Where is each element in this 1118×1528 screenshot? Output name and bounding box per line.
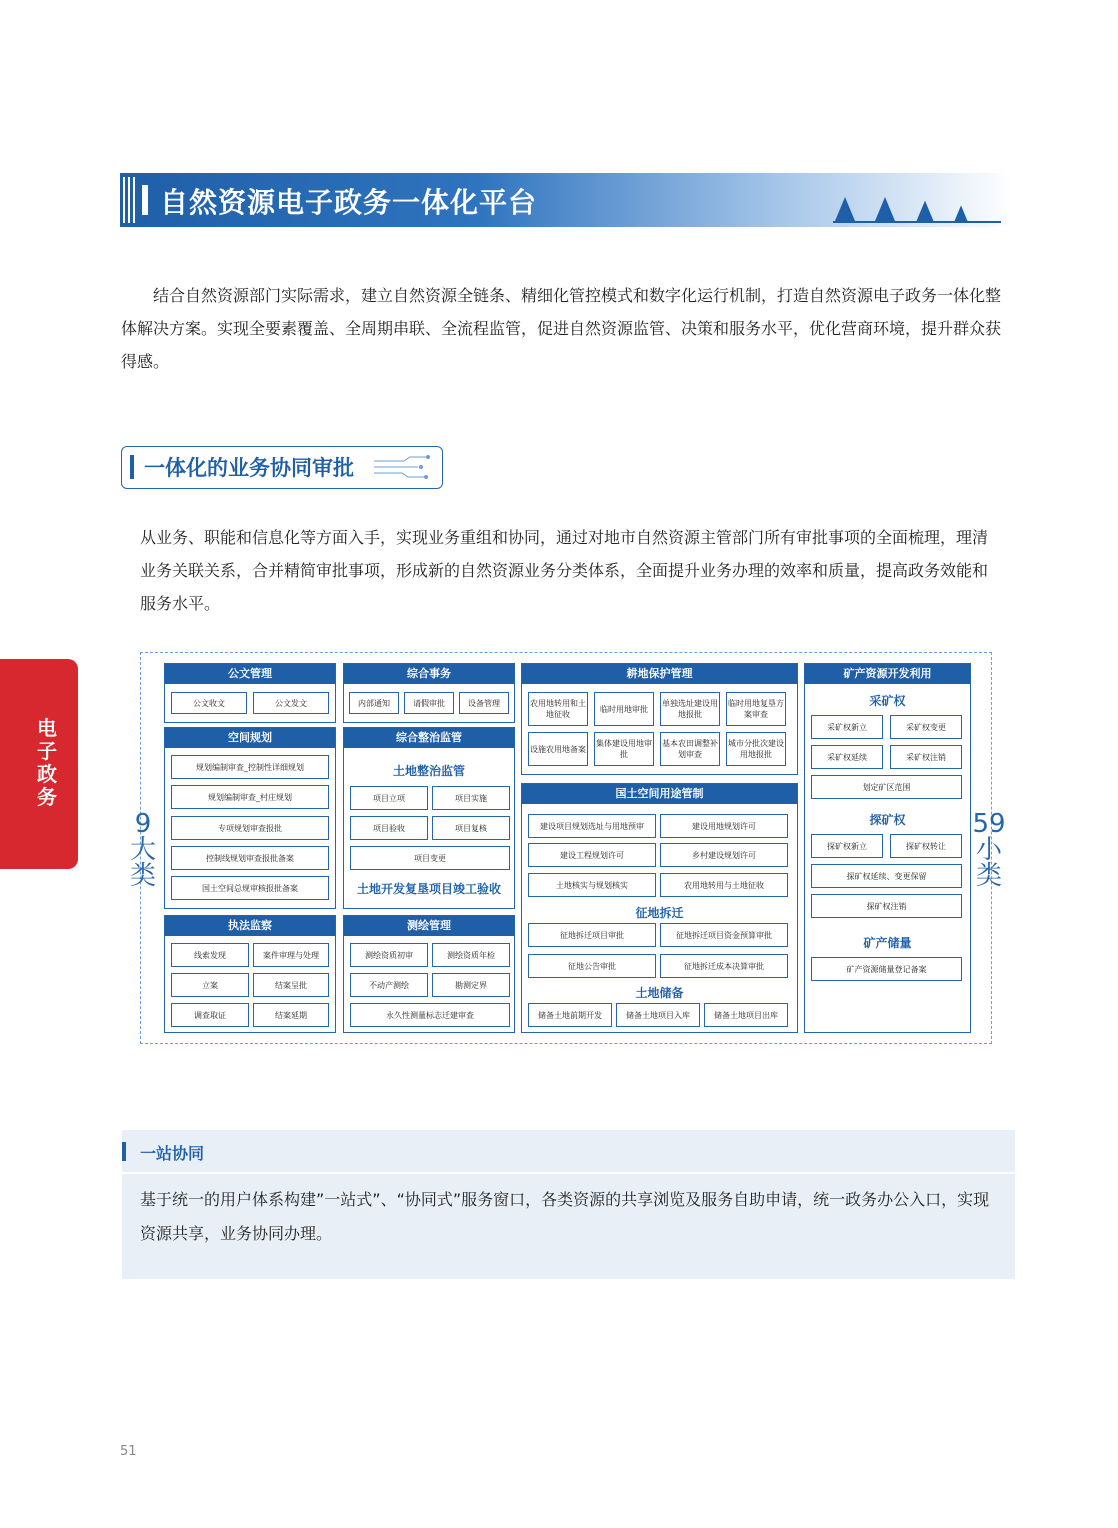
side-tab — [0, 659, 78, 869]
module-item: 内部通知 — [349, 692, 399, 714]
module-item: 基本农田调整补划审查 — [660, 732, 720, 766]
module-item: 线索发现 — [171, 943, 249, 967]
module-gengdi — [521, 663, 798, 775]
panel-title: 一站协同 — [140, 1144, 205, 1163]
intro-paragraph: 结合自然资源部门实际需求，建立自然资源全链条、精细化管控模式和数字化运行机制，打造自然资源电子政务一体化整体解决方案。实现全要素覆盖、全周期串联、全流程监管，促进自然资源监管、决策和服务水平，优化营商环境，提升群众获得感。 — [121, 286, 1002, 371]
module-item: 勘测定界 — [432, 973, 510, 997]
module-kongjian — [164, 727, 336, 909]
section-title: 一体化的业务协同审批 — [144, 456, 354, 480]
module-item: 项目立项 — [350, 786, 428, 810]
module-item: 公文发文 — [253, 692, 329, 714]
banner-mark — [142, 185, 148, 215]
sub-title: 探矿权 — [869, 813, 906, 827]
page-number: 51 — [120, 1444, 137, 1459]
module-item: 规划编制审查_村庄规划 — [171, 785, 329, 809]
page-title: 自然资源电子政务一体化平台 — [160, 186, 538, 219]
module-item: 结案延期 — [253, 1003, 329, 1027]
module-item: 调查取证 — [171, 1003, 249, 1027]
module-item: 项目复核 — [432, 816, 510, 840]
module-item: 采矿权新立 — [811, 715, 883, 739]
module-item: 项目验收 — [350, 816, 428, 840]
module-item: 专项规划审查报批 — [171, 816, 329, 840]
module-item: 土地核实与规划核实 — [528, 873, 656, 897]
module-cehui — [343, 915, 515, 1033]
banner-stripes — [120, 173, 142, 227]
panel-header — [122, 1130, 1015, 1174]
module-item: 采矿权注销 — [890, 745, 962, 769]
module-title: 矿产资源开发利用 — [805, 664, 970, 684]
sub-title: 征地拆迁 — [635, 906, 684, 920]
module-item: 乡村建设规划许可 — [660, 843, 788, 867]
module-item: 不动产测绘 — [350, 973, 428, 997]
panel-text: 基于统一的用户体系构建”一站式”、“协同式”服务窗口，各类资源的共享浏览及服务自助申请，统一政务办公入口，实现资源共享，业务协同办理。 — [140, 1190, 990, 1243]
module-item: 建设用地规划许可 — [660, 814, 788, 838]
module-kuangchan — [804, 663, 971, 1033]
one-stop-panel — [122, 1130, 1015, 1279]
module-item: 储备土地前期开发 — [528, 1003, 612, 1027]
module-item: 项目变更 — [350, 846, 510, 870]
module-item: 探矿权注销 — [811, 894, 962, 918]
module-item: 测绘资质年检 — [432, 943, 510, 967]
module-item: 探矿权延续、变更保留 — [811, 864, 962, 888]
module-item: 永久性测量标志迁建审查 — [350, 1003, 510, 1027]
module-title: 空间规划 — [165, 728, 335, 748]
module-title: 耕地保护管理 — [522, 664, 797, 684]
sub-title: 土地储备 — [635, 986, 684, 1000]
module-item: 立案 — [171, 973, 249, 997]
module-item: 控制线规划审查报批备案 — [171, 846, 329, 870]
module-item: 储备土地项目入库 — [616, 1003, 700, 1027]
module-item: 征地拆迁项目资金预算审批 — [660, 923, 788, 947]
circuit-icon — [374, 455, 434, 479]
module-item: 建设项目规划选址与用地预审 — [528, 814, 656, 838]
module-item: 临时用地复垦方案审查 — [726, 692, 786, 726]
module-item: 设备管理 — [459, 692, 509, 714]
module-title: 执法监察 — [165, 916, 335, 936]
module-zhifa — [164, 915, 336, 1033]
module-zonghe — [343, 663, 515, 723]
module-item: 项目实施 — [432, 786, 510, 810]
module-gongwen — [164, 663, 336, 723]
trees-icon — [833, 191, 1003, 225]
module-item: 设施农用地备案 — [528, 732, 588, 766]
category-diagram — [129, 652, 1006, 1044]
major-count: 9 大 类 — [129, 809, 156, 891]
module-title: 综合整治监管 — [344, 728, 514, 748]
module-item: 集体建设用地审批 — [594, 732, 654, 766]
module-title: 综合事务 — [344, 664, 514, 684]
module-item: 案件审理与处理 — [253, 943, 329, 967]
module-item: 规划编制审查_控制性详细规划 — [171, 755, 329, 779]
minor-count: 59 小 类 — [972, 809, 1006, 891]
module-item: 结案呈批 — [253, 973, 329, 997]
module-item: 临时用地审批 — [594, 692, 654, 726]
module-item: 单独选址建设用地报批 — [660, 692, 720, 726]
module-item: 矿产资源储量登记备案 — [811, 957, 962, 981]
module-title: 公文管理 — [165, 664, 335, 684]
module-item: 请假审批 — [404, 692, 454, 714]
module-item: 征地公告审批 — [528, 954, 656, 978]
sub-title: 矿产储量 — [863, 936, 912, 950]
module-item: 采矿权延续 — [811, 745, 883, 769]
module-item: 测绘资质初审 — [350, 943, 428, 967]
module-item: 城市分批次建设用地报批 — [726, 732, 786, 766]
module-item: 划定矿区范围 — [811, 775, 962, 799]
sub-title: 土地整治监管 — [392, 764, 465, 778]
module-item: 建设工程规划许可 — [528, 843, 656, 867]
module-item: 征地拆迁项目审批 — [528, 923, 656, 947]
module-item: 探矿权新立 — [811, 834, 883, 858]
panel-bar — [122, 1142, 126, 1161]
module-zhengzhi — [343, 727, 515, 909]
module-title: 国土空间用途管制 — [522, 784, 797, 804]
side-tab-label: 电子政务 — [37, 716, 57, 809]
module-item: 农用地转用与土地征收 — [660, 873, 788, 897]
section-bar — [130, 455, 134, 479]
module-item: 探矿权转让 — [890, 834, 962, 858]
module-item: 征地拆迁成本决算审批 — [660, 954, 788, 978]
sub-title: 采矿权 — [869, 694, 906, 708]
sub-title: 土地开发复垦项目竣工验收 — [356, 882, 501, 896]
section-paragraph: 从业务、职能和信息化等方面入手，实现业务重组和协同，通过对地市自然资源主管部门所有审批事项的全面梳理，理清业务关联关系，合并精简审批事项，形成新的自然资源业务分类体系，全面提升业务办理的效率和质量，提高政务效能和服务水平。 — [140, 528, 989, 613]
module-guotu — [521, 783, 798, 1033]
module-item: 储备土地项目出库 — [704, 1003, 788, 1027]
title-banner — [120, 173, 1013, 227]
module-item: 国土空间总规审核报批备案 — [171, 876, 329, 900]
module-item: 公文收文 — [171, 692, 247, 714]
module-title: 测绘管理 — [344, 916, 514, 936]
section-title-box — [121, 446, 443, 489]
module-item: 农用地转用和土地征收 — [528, 692, 588, 726]
module-item: 采矿权变更 — [890, 715, 962, 739]
